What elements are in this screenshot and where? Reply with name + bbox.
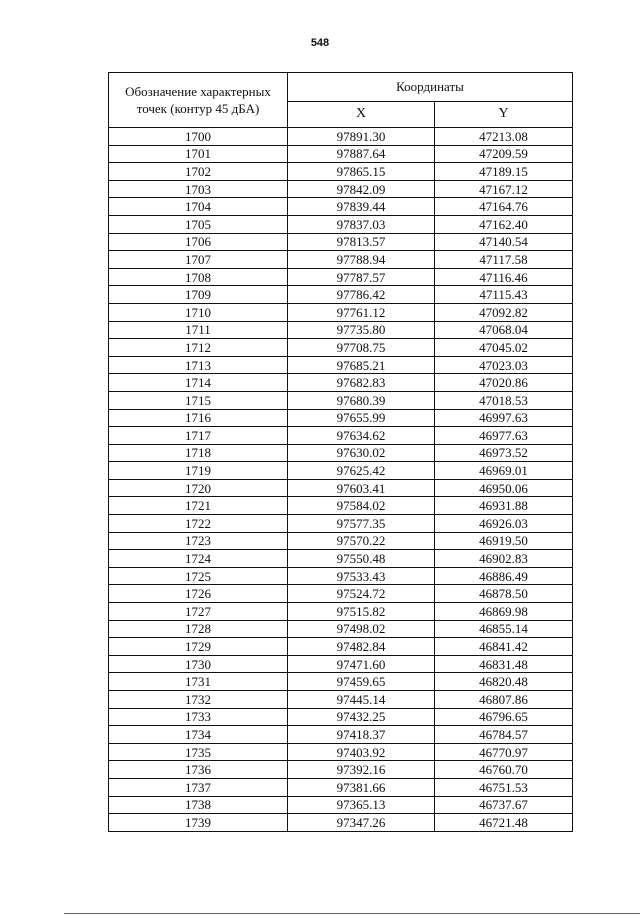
table-row [109,251,573,269]
y-coordinate-cell: 46878.50 [435,585,573,603]
x-coordinate-cell: 97891.30 [288,128,435,146]
x-coordinate-cell: 97680.39 [288,391,435,409]
table-row [109,743,573,761]
y-coordinate-cell: 46721.48 [435,814,573,832]
point-cell: 1724 [109,550,288,568]
point-cell: 1731 [109,673,288,691]
x-coordinate-cell: 97813.57 [288,233,435,251]
x-coordinate-cell: 97682.83 [288,374,435,392]
point-cell: 1703 [109,180,288,198]
table-body [109,128,573,832]
bottom-edge-line [64,913,640,914]
x-coordinate-cell: 97533.43 [288,567,435,585]
point-cell: 1734 [109,726,288,744]
point-cell: 1732 [109,691,288,709]
x-coordinate-cell: 97459.65 [288,673,435,691]
point-cell: 1722 [109,515,288,533]
point-cell: 1725 [109,567,288,585]
table-row [109,515,573,533]
x-coordinate-cell: 97347.26 [288,814,435,832]
y-coordinate-cell: 46969.01 [435,462,573,480]
table-row [109,620,573,638]
table-row [109,128,573,146]
point-cell: 1719 [109,462,288,480]
y-coordinate-cell: 46841.42 [435,638,573,656]
point-cell: 1727 [109,603,288,621]
y-coordinate-cell: 46950.06 [435,479,573,497]
y-coordinate-cell: 47115.43 [435,286,573,304]
table-row [109,532,573,550]
y-coordinate-cell: 47117.58 [435,251,573,269]
y-coordinate-cell: 47068.04 [435,321,573,339]
y-coordinate-cell: 46869.98 [435,603,573,621]
y-coordinate-cell: 47140.54 [435,233,573,251]
point-cell: 1737 [109,778,288,796]
table-row [109,603,573,621]
point-cell: 1733 [109,708,288,726]
point-cell: 1739 [109,814,288,832]
y-coordinate-cell: 47189.15 [435,163,573,181]
y-coordinate-cell: 46855.14 [435,620,573,638]
y-coordinate-cell: 46902.83 [435,550,573,568]
x-coordinate-cell: 97482.84 [288,638,435,656]
y-coordinate-cell: 46831.48 [435,655,573,673]
table-row [109,233,573,251]
table-row [109,691,573,709]
x-coordinate-cell: 97685.21 [288,356,435,374]
table-row [109,726,573,744]
x-coordinate-cell: 97842.09 [288,180,435,198]
x-coordinate-cell: 97887.64 [288,145,435,163]
point-cell: 1709 [109,286,288,304]
table-row [109,585,573,603]
y-coordinate-cell: 47092.82 [435,303,573,321]
x-coordinate-cell: 97577.35 [288,515,435,533]
point-cell: 1714 [109,374,288,392]
table-row [109,163,573,181]
header-point-designation: Обозначение характерных точек (контур 45 дБА) [109,73,288,128]
x-coordinate-cell: 97788.94 [288,251,435,269]
header-x: X [288,101,435,127]
table-row [109,303,573,321]
header-y: Y [435,101,573,127]
point-cell: 1723 [109,532,288,550]
y-coordinate-cell: 46796.65 [435,708,573,726]
x-coordinate-cell: 97634.62 [288,427,435,445]
table-row [109,462,573,480]
y-coordinate-cell: 47167.12 [435,180,573,198]
y-coordinate-cell: 46737.67 [435,796,573,814]
coordinates-table [108,72,573,832]
page-number: 548 [310,37,330,49]
y-coordinate-cell: 46931.88 [435,497,573,515]
point-cell: 1710 [109,303,288,321]
point-cell: 1706 [109,233,288,251]
x-coordinate-cell: 97365.13 [288,796,435,814]
point-cell: 1702 [109,163,288,181]
point-cell: 1705 [109,215,288,233]
y-coordinate-cell: 47213.08 [435,128,573,146]
table-row [109,479,573,497]
x-coordinate-cell: 97524.72 [288,585,435,603]
point-cell: 1700 [109,128,288,146]
x-coordinate-cell: 97630.02 [288,444,435,462]
x-coordinate-cell: 97625.42 [288,462,435,480]
table-row [109,567,573,585]
point-cell: 1708 [109,268,288,286]
table-header [109,73,573,128]
y-coordinate-cell: 46770.97 [435,743,573,761]
table-row [109,708,573,726]
point-cell: 1713 [109,356,288,374]
point-cell: 1738 [109,796,288,814]
table-row [109,550,573,568]
x-coordinate-cell: 97655.99 [288,409,435,427]
x-coordinate-cell: 97761.12 [288,303,435,321]
y-coordinate-cell: 47162.40 [435,215,573,233]
y-coordinate-cell: 47209.59 [435,145,573,163]
y-coordinate-cell: 47164.76 [435,198,573,216]
y-coordinate-cell: 46973.52 [435,444,573,462]
table-row [109,198,573,216]
table-row [109,427,573,445]
table-row [109,145,573,163]
x-coordinate-cell: 97471.60 [288,655,435,673]
y-coordinate-cell: 47018.53 [435,391,573,409]
x-coordinate-cell: 97432.25 [288,708,435,726]
x-coordinate-cell: 97584.02 [288,497,435,515]
table-row [109,655,573,673]
x-coordinate-cell: 97603.41 [288,479,435,497]
point-cell: 1701 [109,145,288,163]
point-cell: 1720 [109,479,288,497]
y-coordinate-cell: 47045.02 [435,339,573,357]
point-cell: 1704 [109,198,288,216]
y-coordinate-cell: 46977.63 [435,427,573,445]
point-cell: 1717 [109,427,288,445]
x-coordinate-cell: 97837.03 [288,215,435,233]
table-row [109,673,573,691]
table-row [109,286,573,304]
y-coordinate-cell: 47020.86 [435,374,573,392]
table-row [109,638,573,656]
y-coordinate-cell: 46926.03 [435,515,573,533]
x-coordinate-cell: 97787.57 [288,268,435,286]
x-coordinate-cell: 97570.22 [288,532,435,550]
point-cell: 1716 [109,409,288,427]
table-row [109,778,573,796]
table-row [109,374,573,392]
table-row [109,356,573,374]
x-coordinate-cell: 97786.42 [288,286,435,304]
point-cell: 1711 [109,321,288,339]
header-coordinates: Координаты [288,73,573,102]
y-coordinate-cell: 46784.57 [435,726,573,744]
table-row [109,761,573,779]
y-coordinate-cell: 46886.49 [435,567,573,585]
point-cell: 1715 [109,391,288,409]
y-coordinate-cell: 46807.86 [435,691,573,709]
table-row [109,391,573,409]
x-coordinate-cell: 97865.15 [288,163,435,181]
x-coordinate-cell: 97550.48 [288,550,435,568]
point-cell: 1712 [109,339,288,357]
point-cell: 1728 [109,620,288,638]
table-row [109,444,573,462]
y-coordinate-cell: 46820.48 [435,673,573,691]
x-coordinate-cell: 97498.02 [288,620,435,638]
table-row [109,814,573,832]
x-coordinate-cell: 97515.82 [288,603,435,621]
point-cell: 1730 [109,655,288,673]
point-cell: 1718 [109,444,288,462]
x-coordinate-cell: 97403.92 [288,743,435,761]
x-coordinate-cell: 97381.66 [288,778,435,796]
x-coordinate-cell: 97392.16 [288,761,435,779]
y-coordinate-cell: 47023.03 [435,356,573,374]
y-coordinate-cell: 46760.70 [435,761,573,779]
x-coordinate-cell: 97708.75 [288,339,435,357]
table-row [109,321,573,339]
x-coordinate-cell: 97735.80 [288,321,435,339]
table-row [109,796,573,814]
point-cell: 1726 [109,585,288,603]
table-row [109,409,573,427]
table-row [109,180,573,198]
x-coordinate-cell: 97445.14 [288,691,435,709]
table-row [109,268,573,286]
y-coordinate-cell: 46751.53 [435,778,573,796]
y-coordinate-cell: 46919.50 [435,532,573,550]
y-coordinate-cell: 46997.63 [435,409,573,427]
point-cell: 1736 [109,761,288,779]
table-row [109,215,573,233]
table-row [109,497,573,515]
point-cell: 1735 [109,743,288,761]
point-cell: 1707 [109,251,288,269]
x-coordinate-cell: 97418.37 [288,726,435,744]
y-coordinate-cell: 47116.46 [435,268,573,286]
point-cell: 1729 [109,638,288,656]
table-row [109,339,573,357]
point-cell: 1721 [109,497,288,515]
x-coordinate-cell: 97839.44 [288,198,435,216]
